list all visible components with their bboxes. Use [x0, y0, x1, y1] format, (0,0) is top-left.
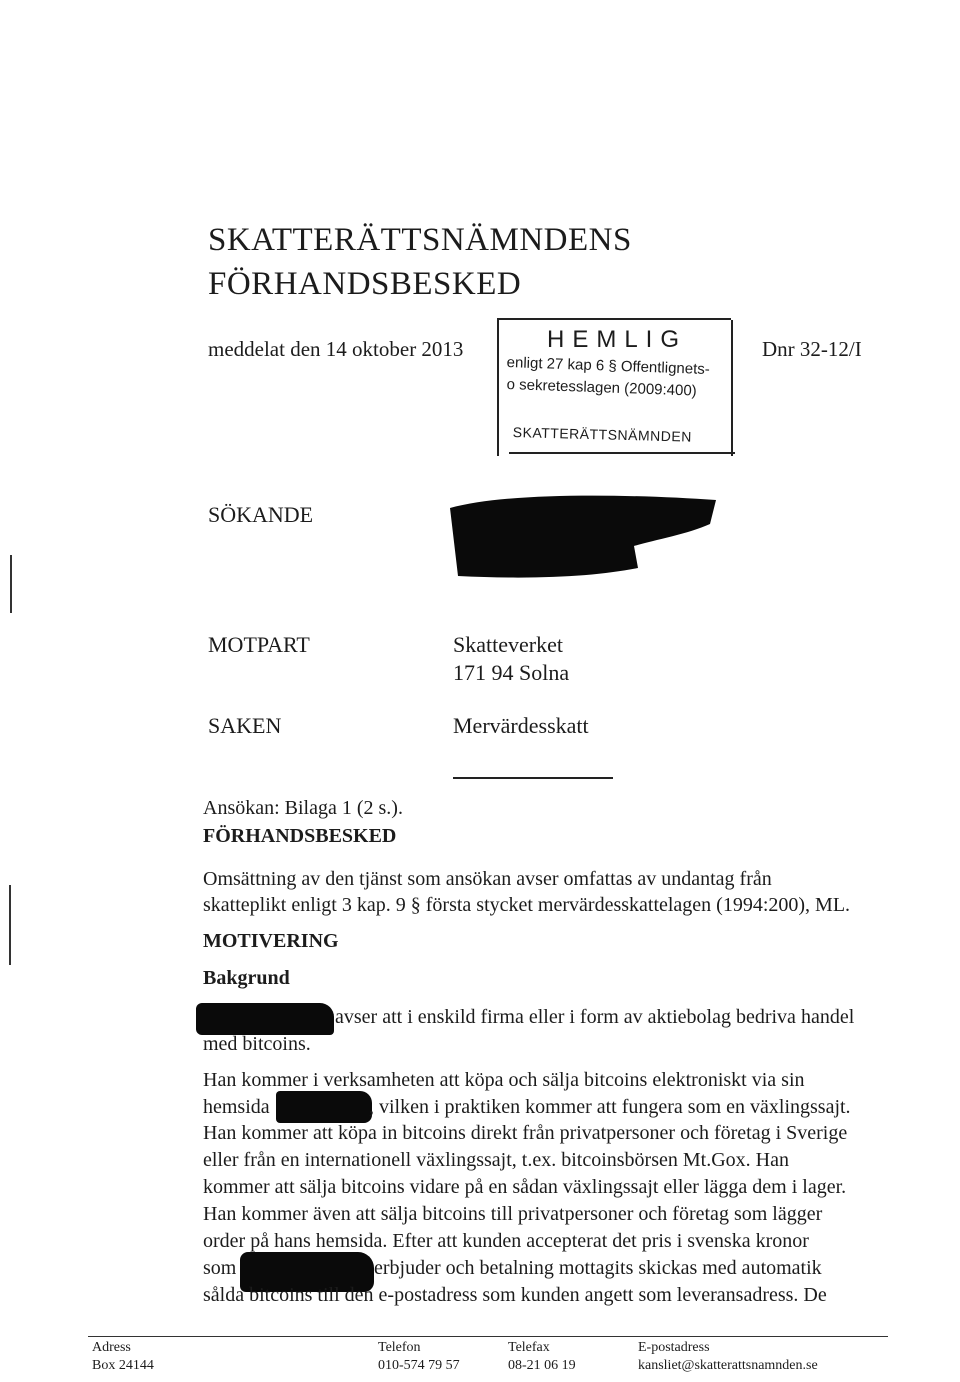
footer-email-label: E-postadress — [638, 1340, 710, 1355]
para-line6: Han kommer även att sälja bitcoins till privatpersoner och företag som lägger — [203, 1203, 823, 1225]
counterparty-label: MOTPART — [208, 632, 310, 657]
stamp-heading: HEMLIG — [547, 326, 688, 353]
footer-rule — [88, 1336, 888, 1337]
para-line1: Han kommer i verksamheten att köpa och sälja bitcoins elektroniskt via sin — [203, 1069, 805, 1091]
application-reference: Ansökan: Bilaga 1 (2 s.). — [203, 797, 403, 819]
footer-fax-label: Telefax — [508, 1340, 550, 1355]
ruling-text-line1: Omsättning av den tjänst som ansökan avser omfattas av undantag från — [203, 868, 772, 890]
case-number: Dnr 32-12/I — [762, 337, 862, 361]
background-line2: med bitcoins. — [203, 1033, 311, 1055]
para-line7: order på hans hemsida. Efter att kunden accepterat det pris i svenska kronor — [203, 1230, 809, 1252]
footer-address-value: Box 24144 — [92, 1358, 154, 1373]
para-line4: eller från en internationell växlingssajt, t.ex. bitcoinsbörsen Mt.Gox. Han — [203, 1149, 789, 1171]
counterparty-name: Skatteverket — [453, 632, 563, 657]
applicant-label: SÖKANDE — [208, 502, 314, 527]
footer-address-label: Adress — [92, 1340, 131, 1355]
para-line8b: erbjuder och betalning mottagits skickas med automatik — [374, 1257, 822, 1279]
para-line5: kommer att sälja bitcoins vidare på en sådan växlingssajt eller lägga dem i lager. — [203, 1176, 847, 1198]
footer-fax-value: 08-21 06 19 — [508, 1358, 576, 1373]
ruling-text-line2: skatteplikt enligt 3 kap. 9 § första stycket mervärdesskattelagen (1994:200), ML. — [203, 894, 851, 916]
name-redaction — [196, 1003, 334, 1035]
para-line3: Han kommer att köpa in bitcoins direkt från privatpersoner och företag i Sverige — [203, 1122, 848, 1144]
stamp-line3: SKATTERÄTTSNÄMNDEN — [512, 424, 693, 445]
stamp-line1: enligt 27 kap 6 § Offentlignets- — [506, 354, 711, 379]
website-redaction — [276, 1091, 372, 1123]
issued-date: meddelat den 14 oktober 2013 — [208, 337, 464, 361]
para-line2a: hemsida — [203, 1096, 270, 1118]
para-line8a: som — [203, 1257, 237, 1279]
stamp-line2: o sekretesslagen (2009:400) — [506, 376, 698, 400]
footer-email-value: kansliet@skatterattsnamnden.se — [638, 1358, 818, 1373]
separator-rule — [453, 777, 613, 779]
applicant-redaction — [448, 490, 720, 582]
footer-phone-value: 010-574 79 57 — [378, 1358, 460, 1373]
motivation-heading: MOTIVERING — [203, 930, 339, 952]
counterparty-address: 171 94 Solna — [453, 660, 570, 685]
background-heading: Bakgrund — [203, 967, 290, 989]
ruling-heading: FÖRHANDSBESKED — [203, 825, 397, 847]
footer-phone-label: Telefon — [378, 1340, 421, 1355]
confidential-stamp — [497, 318, 731, 456]
document-title-line2: FÖRHANDSBESKED — [208, 266, 522, 302]
background-line1: avser att i enskild firma eller i form av aktiebolag bedriva handel — [335, 1006, 855, 1028]
margin-mark-1 — [10, 555, 12, 613]
matter-value: Mervärdesskatt — [453, 713, 589, 738]
margin-mark-2 — [9, 885, 11, 965]
para-line2b: , vilken i praktiken kommer att fungera som en växlingssajt. — [369, 1096, 851, 1118]
matter-label: SAKEN — [208, 713, 282, 738]
para-line9: sålda bitcoins till den e-postadress som kunden angett som leveransadress. De — [203, 1284, 827, 1306]
document-title-line1: SKATTERÄTTSNÄMNDENS — [208, 222, 632, 258]
